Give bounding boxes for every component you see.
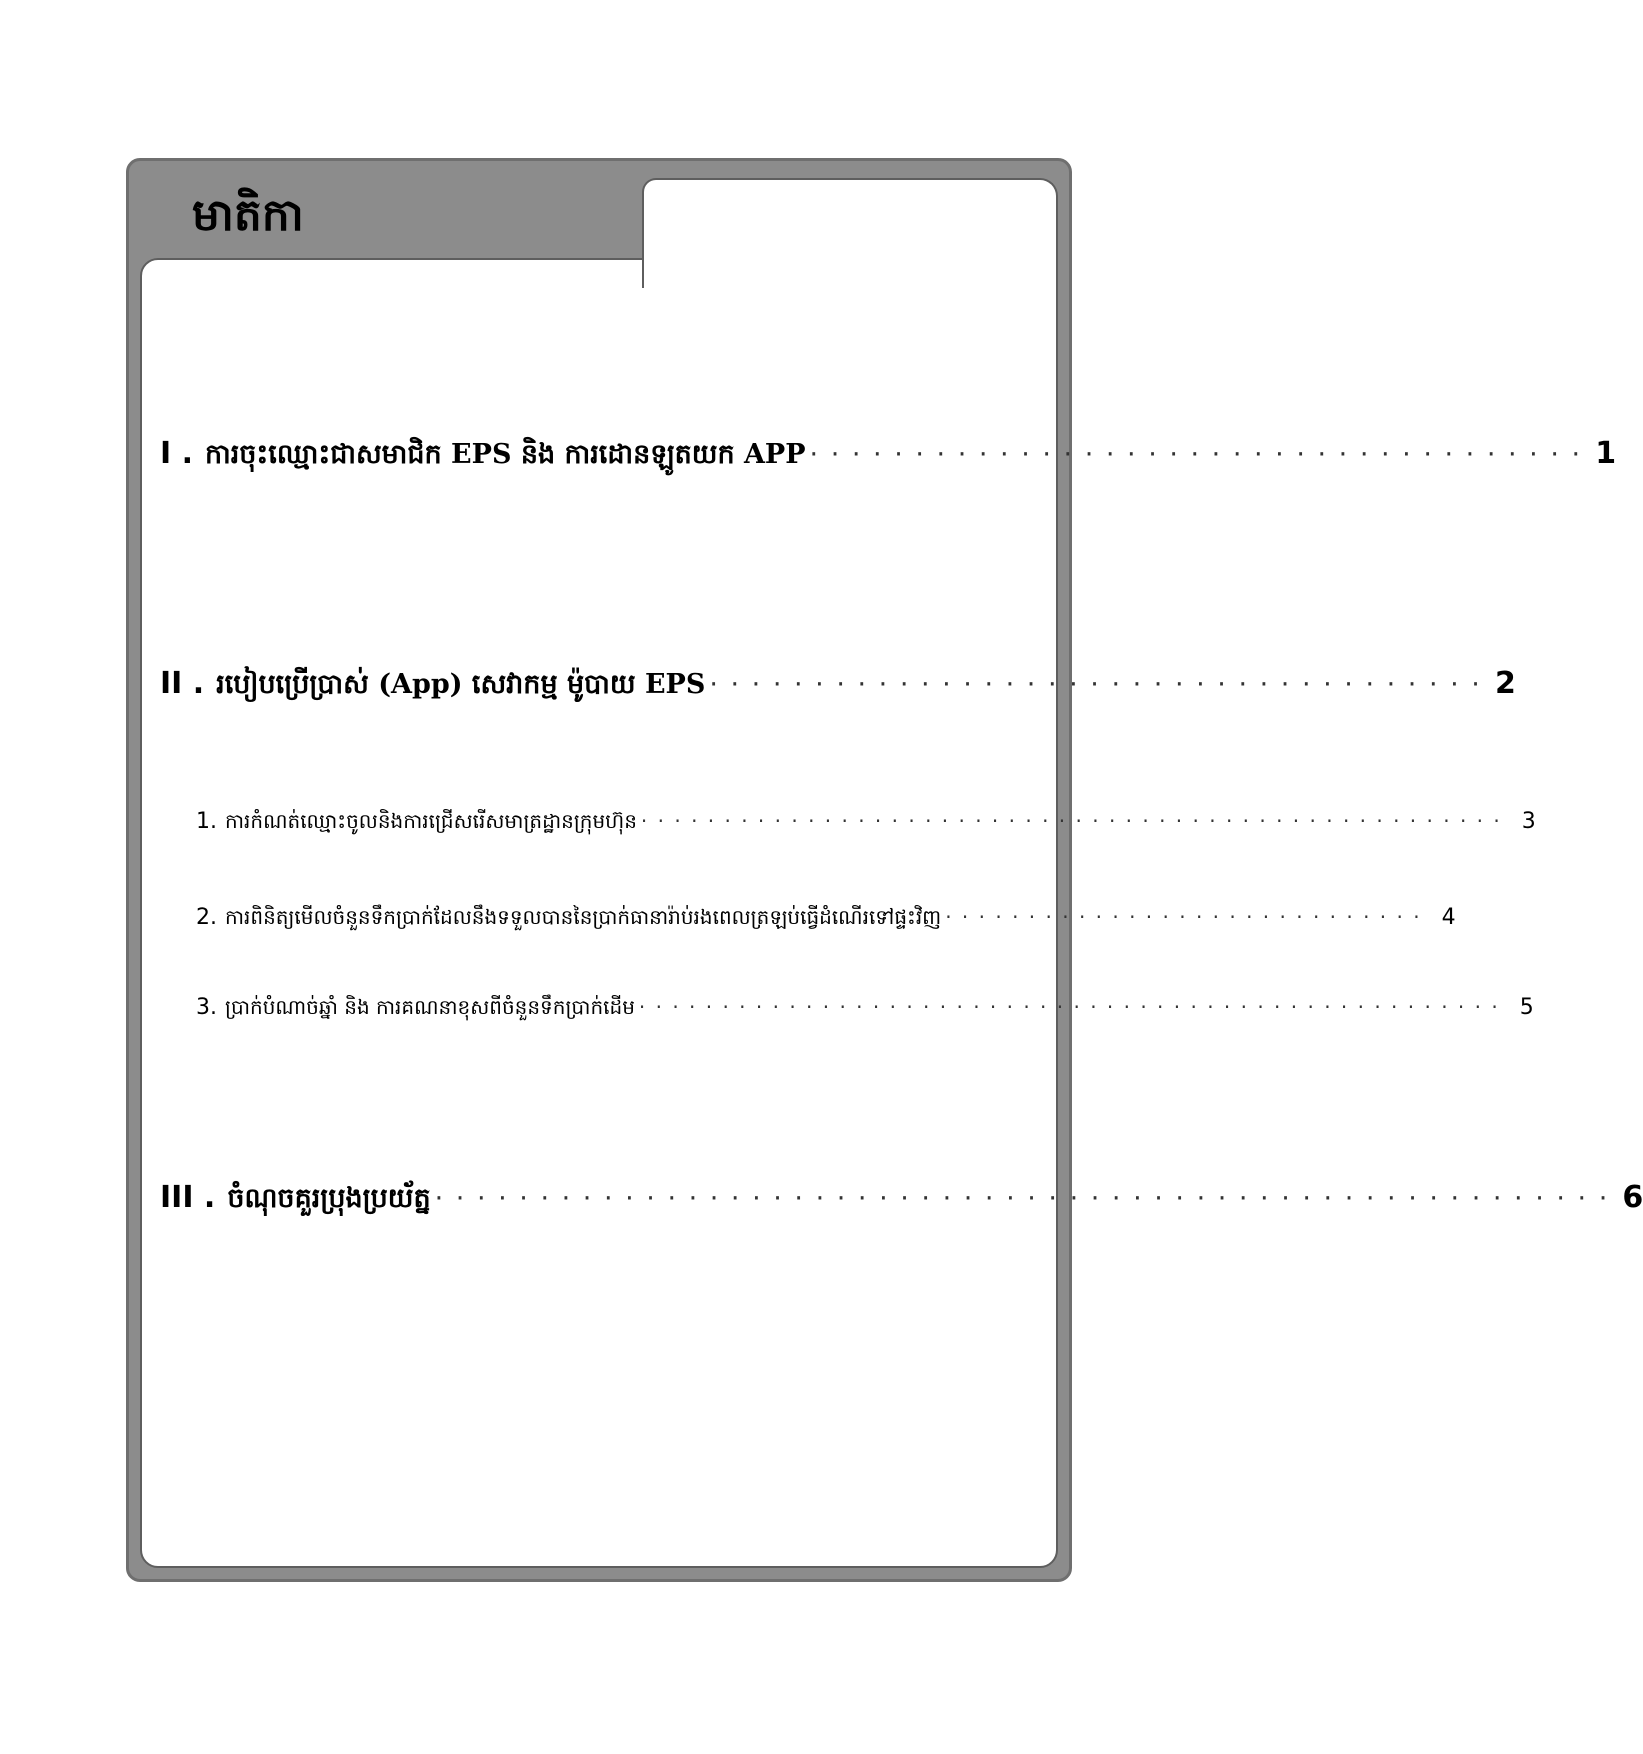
- toc-entry-section-2[interactable]: [160, 666, 1516, 707]
- toc-subentry-3[interactable]: [196, 994, 1534, 1024]
- toc-entry-page: 6: [1622, 1180, 1643, 1215]
- toc-entry-label: របៀបប្រើប្រាស់ (App) សេវាកម្ម ម៉ូបាយ EPS: [216, 669, 706, 700]
- toc-entry-section-3[interactable]: [160, 1180, 1643, 1221]
- toc-entry-page: 1: [1595, 436, 1617, 471]
- toc-subentry-label: ការពិនិត្យមើលចំនួនទឹកប្រាក់ដែលនឹងទទួលបាននៃប្រាក់ធានារ៉ាប់រងពេលត្រឡប់ធ្វើដំណើរទៅផ្ទះវិញ: [225, 905, 942, 929]
- toc-subentry-number: 2.: [196, 905, 217, 930]
- toc-subentry-2[interactable]: [196, 904, 1456, 934]
- toc-subentry-1[interactable]: [196, 808, 1536, 838]
- toc-dot-leader: · · · · · · · · · · · · · · · · · · · · · · · · · · · · · · · · · · · · ·: [709, 669, 1482, 700]
- toc-dot-leader: · · · · · · · · · · · · · · · · · · · · · · · · · · · · · · · · · · · · · · · · · · · · · · · · · · · ·: [640, 809, 1502, 833]
- toc-subentry-number: 3.: [196, 995, 217, 1020]
- toc-subentry-number: 1.: [196, 809, 217, 834]
- toc-entry-label: ការចុះឈ្មោះជាសមាជិក EPS និង ការដោនឡូតយក APP: [205, 439, 806, 470]
- toc-subentry-page: 4: [1441, 905, 1456, 930]
- page-title: មាតិកា: [192, 190, 304, 241]
- toc-entry-number: III .: [160, 1180, 216, 1215]
- toc-entry-number: II .: [160, 666, 205, 701]
- toc-entry-section-1[interactable]: [160, 436, 1617, 477]
- toc-dot-leader: · · · · · · · · · · · · · · · · · · · · · · · · · · · · · · · · · · · · ·: [809, 439, 1583, 470]
- toc-entry-label: ចំណុចគួរប្រុងប្រយ័ត្ន: [227, 1183, 431, 1214]
- toc-dot-leader: · · · · · · · · · · · · · · · · · · · · · · · · · · · · · · · · · · · · · · · · · · · · · · · · · · · · · · · ·: [434, 1183, 1610, 1214]
- toc-dot-leader: · · · · · · · · · · · · · · · · · · · · · · · · · · · · ·: [945, 905, 1422, 929]
- toc-dot-leader: · · · · · · · · · · · · · · · · · · · · · · · · · · · · · · · · · · · · · · · · · · · · · · · · · · · ·: [638, 995, 1500, 1019]
- toc-subentry-page: 3: [1521, 809, 1536, 834]
- toc-entry-page: 2: [1494, 666, 1516, 701]
- toc-subentry-label: ប្រាក់បំណាច់ឆ្នាំ និង ការគណនាខុសពីចំនួនទឹកប្រាក់ដើម: [225, 995, 635, 1019]
- toc-entry-number: I .: [160, 436, 194, 471]
- tab-joint: [644, 258, 1056, 292]
- toc-subentry-page: 5: [1519, 995, 1534, 1020]
- toc-subentry-label: ការកំណត់ឈ្មោះចូលនិងការជ្រើសរើសមាត្រដ្ឋានក្រុមហ៊ុន: [225, 809, 637, 833]
